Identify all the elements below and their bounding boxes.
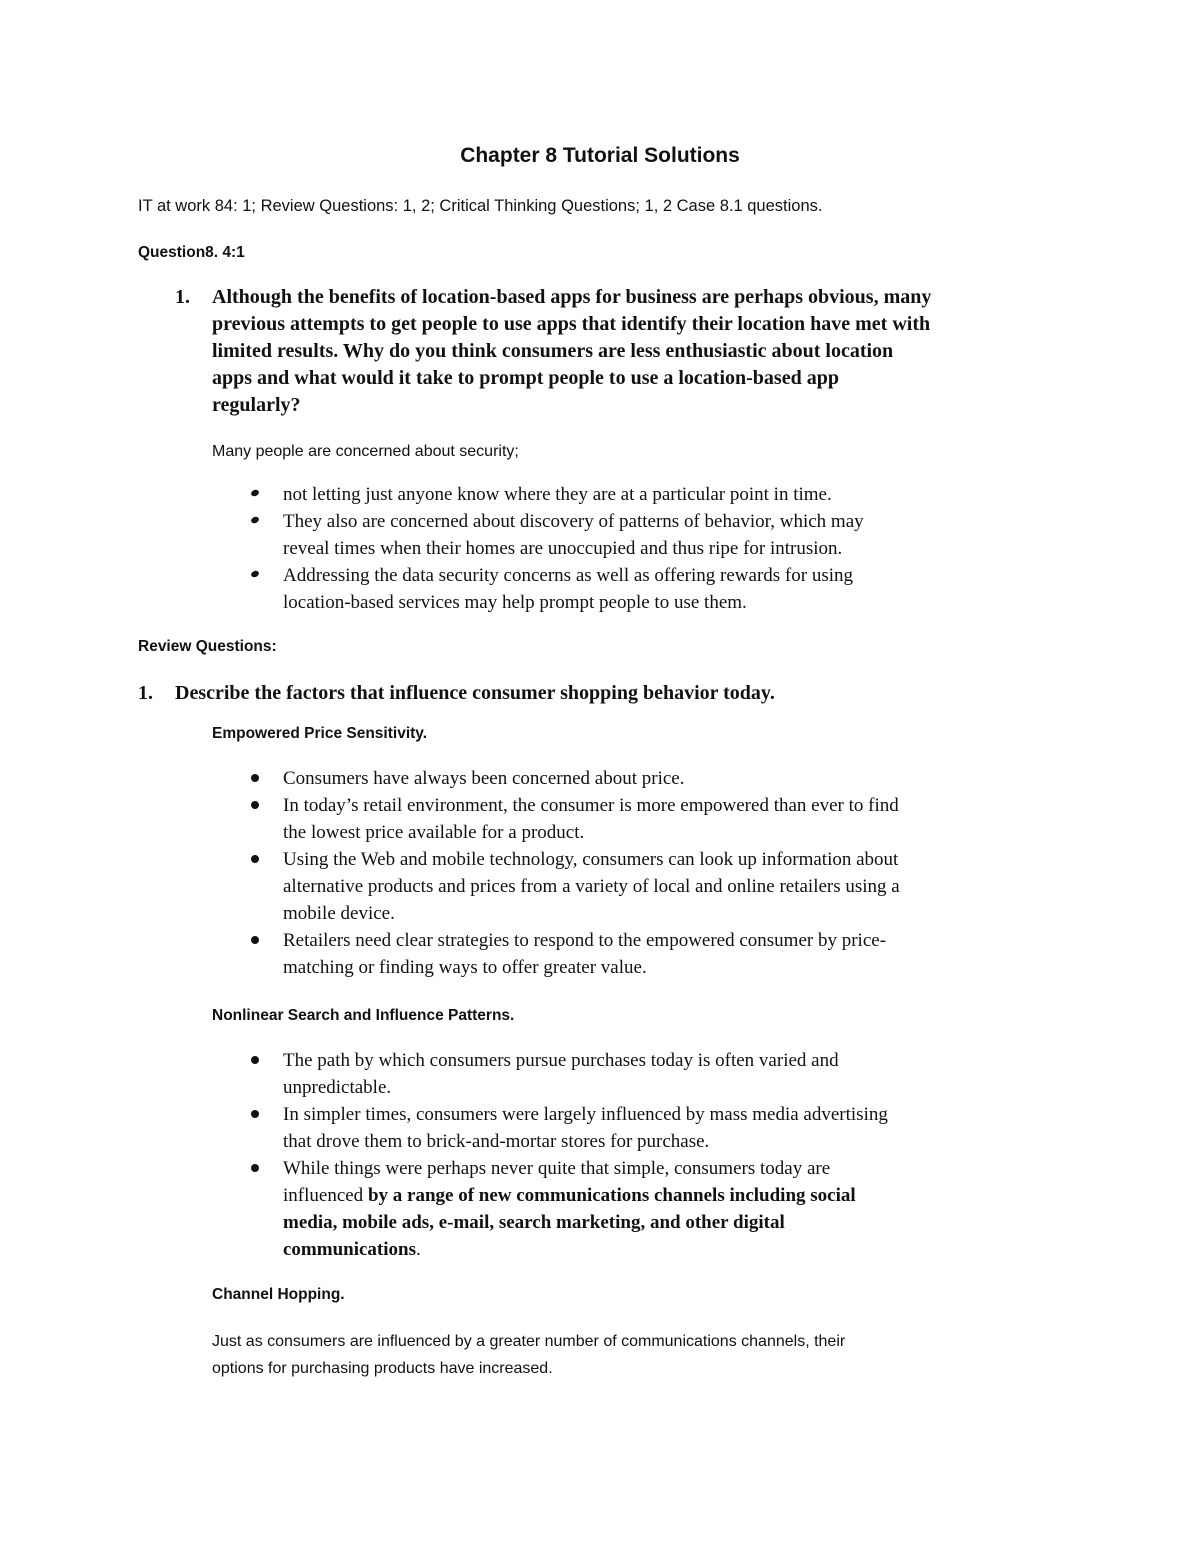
list-item: Addressing the data security concerns as well as offering rewards for using location-based services may help prompt people to use them. xyxy=(244,562,864,616)
bullet-icon xyxy=(250,570,260,579)
emphasis-text: media, mobile ads, e-mail, search marketing, and other digital xyxy=(283,1212,785,1233)
question-line: Although the benefits of location-based apps for business are perhaps obvious, many xyxy=(212,286,932,308)
list-item: Consumers have always been concerned about price. xyxy=(244,765,900,792)
list-item: They also are concerned about discovery of patterns of behavior, which may reveal times when their homes are unoccupied and thus ripe for intrusion. xyxy=(244,508,864,562)
bullet-icon xyxy=(250,516,260,525)
question-line: apps and what would it take to prompt people to use a location-based app xyxy=(212,367,839,389)
question-line: previous attempts to get people to use apps that identify their location have met with xyxy=(212,313,931,335)
question-line: limited results. Why do you think consumers are less enthusiastic about location xyxy=(212,340,894,362)
subheading-channel-hopping: Channel Hopping. xyxy=(212,1286,345,1303)
emphasis-text: communications xyxy=(283,1239,416,1260)
list-item: In simpler times, consumers were largely influenced by mass media advertising that drove them to brick-and-mortar stores for purchase. xyxy=(244,1101,888,1155)
list-item: not letting just anyone know where they are at a particular point in time. xyxy=(244,481,864,508)
question-number: 1. xyxy=(138,682,153,704)
question-number: 1. xyxy=(175,286,190,308)
question-text: Describe the factors that influence consumer shopping behavior today. xyxy=(175,682,775,704)
subheading-nonlinear-search: Nonlinear Search and Influence Patterns. xyxy=(212,1007,515,1024)
channel-paragraph: Just as consumers are influenced by a greater number of communications channels, their options for purchasing products have increased. xyxy=(212,1333,846,1377)
answer-intro: Many people are concerned about security; xyxy=(212,443,519,460)
bullet-icon xyxy=(251,1056,259,1064)
bullet-icon xyxy=(251,774,259,782)
list-item: While things were perhaps never quite that simple, consumers today are influenced by a range of new communications channels including social media, mobile ads, e-mail, search marketing, and other digital communications. xyxy=(244,1155,888,1263)
emphasis-text: by a range of new communications channels including social xyxy=(367,1185,856,1206)
question-line: regularly? xyxy=(212,394,301,416)
bullet-icon xyxy=(251,1164,259,1172)
bullet-icon xyxy=(251,1110,259,1118)
list-item: In today’s retail environment, the consumer is more empowered than ever to find the lowest price available for a product. xyxy=(244,792,900,846)
page-title: Chapter 8 Tutorial Solutions xyxy=(460,144,740,167)
list-item: Retailers need clear strategies to respond to the empowered consumer by price- matching or finding ways to offer greater value. xyxy=(244,927,900,981)
subheading-empowered-price-sensitivity: Empowered Price Sensitivity. xyxy=(212,725,428,742)
bullet-icon xyxy=(251,801,259,809)
assignment-list: IT at work 84: 1; Review Questions: 1, 2; Critical Thinking Questions; 1, 2 Case 8.1 questions. xyxy=(138,197,823,215)
answer-bullet-list xyxy=(244,481,864,616)
review-questions-label: Review Questions: xyxy=(138,638,277,655)
bullet-icon xyxy=(250,489,260,498)
bullet-icon xyxy=(251,855,259,863)
nonlinear-bullet-list xyxy=(244,1047,888,1263)
list-item: Using the Web and mobile technology, consumers can look up information about alternative products and prices from a variety of local and online retailers using a mobile device. xyxy=(244,846,900,927)
bullet-icon xyxy=(251,936,259,944)
question-label: Question8. 4:1 xyxy=(138,244,245,261)
empowered-bullet-list xyxy=(244,765,900,981)
question-text xyxy=(212,284,931,419)
list-item: The path by which consumers pursue purchases today is often varied and unpredictable. xyxy=(244,1047,888,1101)
